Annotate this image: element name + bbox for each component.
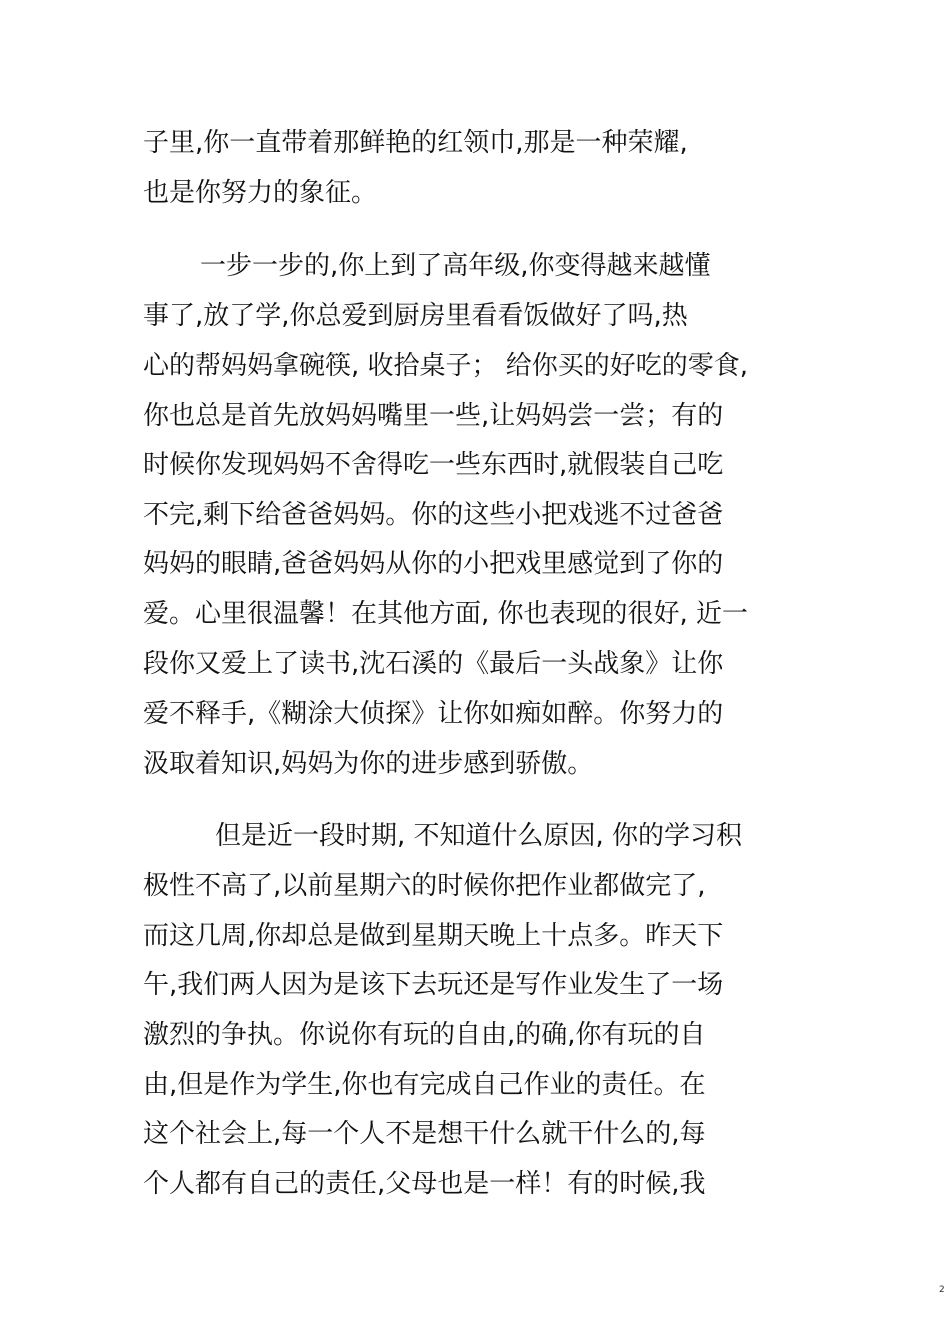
text-line: 由,但是作为学生,你也有完成自己作业的责任。在 — [143, 1070, 706, 1100]
text-line: 一步一步的,你上到了高年级,你变得越来越懂 — [200, 251, 711, 281]
text-line: 这个社会上,每一个人不是想干什么就干什么的,每 — [143, 1119, 706, 1149]
text-line: 爱不释手,《糊涂大侦探》让你如痴如醉。你努力的 — [143, 699, 724, 729]
text-line: 爱。心里很温馨！在其他方面, 你也表现的很好, 近一 — [143, 599, 749, 629]
text-line: 妈妈的眼睛,爸爸妈妈从你的小把戏里感觉到了你的 — [143, 549, 724, 579]
text-line: 心的帮妈妈拿碗筷, 收拾桌子； 给你买的好吃的零食, — [143, 351, 749, 381]
text-line: 而这几周,你却总是做到星期天晚上十点多。昨天下 — [143, 921, 724, 951]
text-line: 激烈的争执。你说你有玩的自由,的确,你有玩的自 — [143, 1020, 706, 1050]
text-line: 也是你努力的象征。 — [143, 178, 378, 208]
text-line: 极性不高了,以前星期六的时候你把作业都做完了, — [143, 871, 706, 901]
text-line: 午,我们两人因为是该下去玩还是写作业发生了一场 — [143, 970, 724, 1000]
text-line: 你也总是首先放妈妈嘴里一些,让妈妈尝一尝；有的 — [143, 401, 724, 431]
page-number: 2 — [939, 1285, 945, 1295]
text-line: 不完,剩下给爸爸妈妈。你的这些小把戏逃不过爸爸 — [143, 500, 724, 530]
text-line: 个人都有自己的责任,父母也是一样！有的时候,我 — [143, 1169, 706, 1199]
text-line: 子里,你一直带着那鲜艳的红领巾,那是一种荣耀, — [143, 128, 688, 158]
text-line: 汲取着知识,妈妈为你的进步感到骄傲。 — [143, 749, 594, 779]
text-line: 时候你发现妈妈不舍得吃一些东西时,就假装自己吃 — [143, 450, 724, 480]
text-line: 事了,放了学,你总爱到厨房里看看饭做好了吗,热 — [143, 301, 688, 331]
text-line: 段你又爱上了读书,沈石溪的《最后一头战象》让你 — [143, 649, 724, 679]
text-line: 但是近一段时期, 不知道什么原因, 你的学习积 — [215, 821, 743, 851]
